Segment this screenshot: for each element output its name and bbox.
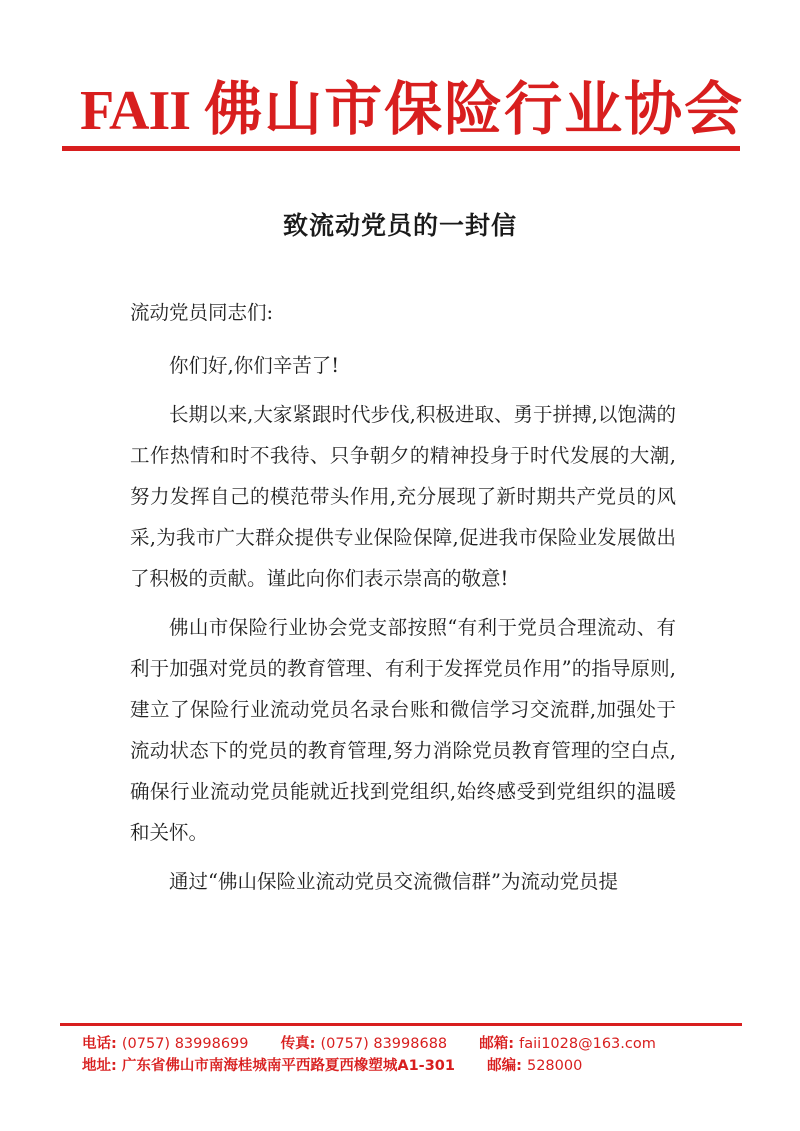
contact-footer [82, 1034, 742, 1078]
letterhead-logo-abbr: FAII [80, 80, 191, 142]
letterhead-org-name: 佛山市保险行业协会 [204, 75, 745, 143]
postcode-label: 邮编: [487, 1058, 522, 1074]
address-value: 广东省佛山市南海桂城南平西路夏西橡塑城A1-301 [121, 1058, 455, 1074]
document-title: 致流动党员的一封信 [282, 211, 517, 240]
address-label: 地址: [82, 1058, 117, 1074]
salutation: 流动党员同志们: [130, 301, 274, 324]
phone-label: 电话: [82, 1036, 117, 1052]
fax-value: (0757) 83998688 [320, 1036, 448, 1052]
paragraph-greeting: 你们好,你们辛苦了! [169, 354, 340, 377]
phone-value: (0757) 83998699 [121, 1036, 249, 1052]
footer-line-address [82, 1056, 742, 1078]
letterhead [80, 62, 745, 143]
fax-label: 传真: [280, 1036, 316, 1052]
paragraph-wechat-group: 通过“佛山保险业流动党员交流微信群”为流动党员提 [169, 870, 618, 893]
paragraph-party-branch: 佛山市保险行业协会党支部按照“有利于党员合理流动、有利于加强对党员的教育管理、有利于发挥党员作用”的指导原则,建立了保险行业流动党员名录台账和微信学习交流群,加强处于流动状态下的党员的教育管理,努力消除党员教育管理的空白点,确保行业流动党员能就近找到党组织,始终感受到党组织的温暖和关怀。 [130, 616, 676, 844]
email-label: 邮箱: [479, 1036, 515, 1052]
letter-body [130, 292, 676, 910]
postcode-value: 528000 [526, 1058, 583, 1074]
letterhead-divider [62, 146, 740, 151]
paragraph-appreciation: 长期以来,大家紧跟时代步伐,积极进取、勇于拼搏,以饱满的工作热情和时不我待、只争朝夕的精神投身于时代发展的大潮,努力发挥自己的模范带头作用,充分展现了新时期共产党员的风采,为我市广大群众提供专业保险保障,促进我市保险业发展做出了积极的贡献。谨此向你们表示崇高的敬意! [130, 403, 676, 590]
email-value: faii1028@163.com [519, 1036, 656, 1052]
footer-line-contacts [82, 1034, 742, 1056]
footer-divider [60, 1023, 742, 1026]
